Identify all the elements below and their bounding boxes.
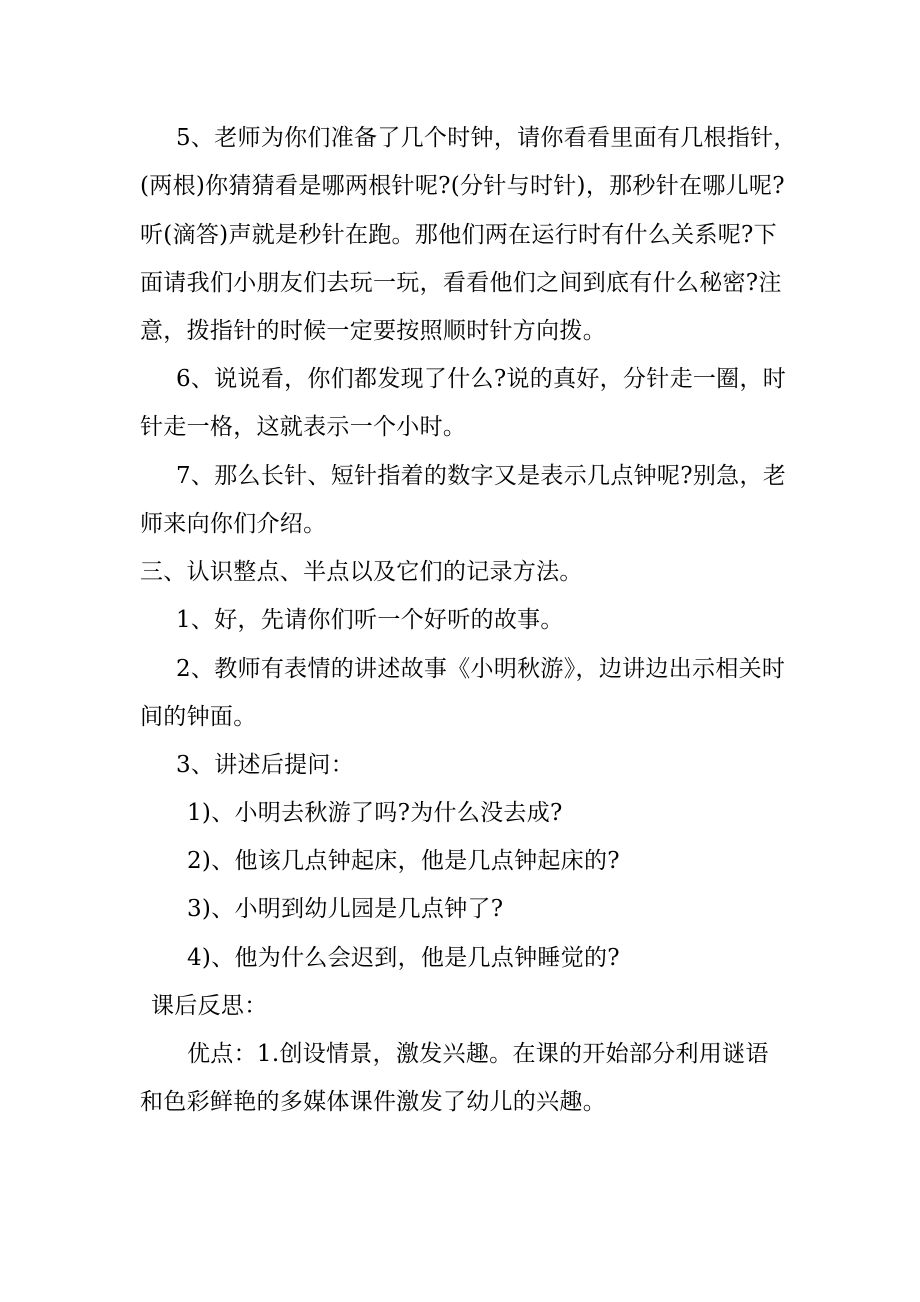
text-line: 师来向你们介绍。: [140, 511, 327, 537]
question-item: 2)、他该几点钟起床，他是几点钟起床的?: [187, 848, 620, 874]
text-line: 3、讲述后提问：: [176, 752, 355, 778]
question-item: 1)、小明去秋游了吗?为什么没去成?: [187, 800, 563, 826]
text-line: 面请我们小朋友们去玩一玩，看看他们之间到底有什么秘密?注: [140, 270, 782, 296]
text-line: 优点：1.创设情景，激发兴趣。在课的开始部分利用谜语: [187, 1041, 769, 1067]
text-line: (两根)你猜猜看是哪两根针呢?(分针与时针)，那秒针在哪儿呢?: [140, 173, 785, 199]
text-line: 2、教师有表情的讲述故事《小明秋游》，边讲边出示相关时: [176, 656, 786, 682]
text-line: 针走一格，这就表示一个小时。: [140, 414, 467, 440]
text-line: 1、好，先请你们听一个好听的故事。: [176, 607, 564, 633]
section-heading: 三、认识整点、半点以及它们的记录方法。: [140, 559, 583, 585]
text-line: 7、那么长针、短针指着的数字又是表示几点钟呢?别急，老: [176, 463, 787, 489]
text-line: 5、老师为你们准备了几个时钟，请你看看里面有几根指针，: [176, 125, 797, 151]
question-item: 4)、他为什么会迟到，他是几点钟睡觉的?: [187, 945, 620, 971]
text-line: 意，拨指针的时候一定要按照顺时针方向拨。: [140, 318, 606, 344]
text-line: 和色彩鲜艳的多媒体课件激发了幼儿的兴趣。: [140, 1089, 606, 1115]
section-heading: 课后反思：: [151, 993, 268, 1019]
text-line: 听(滴答)声就是秒针在跑。那他们两在运行时有什么关系呢?下: [140, 222, 777, 248]
text-line: 间的钟面。: [140, 704, 257, 730]
question-item: 3)、小明到幼儿园是几点钟了?: [187, 896, 504, 922]
text-line: 6、说说看，你们都发现了什么?说的真好，分针走一圈，时: [176, 366, 787, 392]
